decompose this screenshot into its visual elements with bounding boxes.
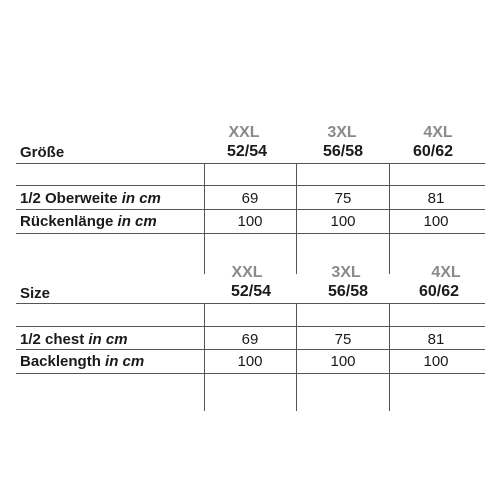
row-label-chest: 1/2 Oberweite in cm xyxy=(20,190,161,207)
row-label-length: Rückenlänge in cm xyxy=(20,213,157,230)
column-divider-3 xyxy=(389,303,390,411)
cell-length-3xl: 100 xyxy=(330,353,356,370)
unit-label: in cm xyxy=(121,190,161,207)
cell-chest-3xl: 75 xyxy=(334,331,352,348)
unit-label: in cm xyxy=(117,213,157,230)
size-number-xxl: 52/54 xyxy=(226,143,268,160)
size-number-xxl: 52/54 xyxy=(230,283,272,300)
column-divider-2 xyxy=(296,163,297,274)
cell-length-4xl: 100 xyxy=(423,353,449,370)
spacer-divider xyxy=(16,326,485,327)
cell-length-4xl: 100 xyxy=(423,213,449,230)
column-divider-1 xyxy=(204,163,205,274)
row-label-length: Backlength in cm xyxy=(20,353,145,370)
column-divider-2 xyxy=(296,303,297,411)
row-label-chest: 1/2 chest in cm xyxy=(20,331,128,348)
bottom-divider xyxy=(16,373,485,374)
cell-chest-4xl: 81 xyxy=(427,190,445,207)
spacer-divider xyxy=(16,185,485,186)
cell-length-xxl: 100 xyxy=(237,353,263,370)
header-divider xyxy=(16,303,485,304)
cell-chest-xxl: 69 xyxy=(241,331,259,348)
cell-chest-3xl: 75 xyxy=(334,190,352,207)
size-name-xxl: XXL xyxy=(228,124,260,141)
header-label: Größe xyxy=(20,144,65,161)
unit-label: in cm xyxy=(105,353,145,370)
bottom-divider xyxy=(16,233,485,234)
size-name-4xl: 4XL xyxy=(431,264,461,281)
size-number-4xl: 60/62 xyxy=(418,283,460,300)
size-name-3xl: 3XL xyxy=(327,124,357,141)
column-divider-1 xyxy=(204,303,205,411)
unit-label: in cm xyxy=(88,331,128,348)
cell-length-xxl: 100 xyxy=(237,213,263,230)
size-number-3xl: 56/58 xyxy=(327,283,369,300)
cell-chest-4xl: 81 xyxy=(427,331,445,348)
cell-length-3xl: 100 xyxy=(330,213,356,230)
header-label: Size xyxy=(20,285,51,302)
size-name-4xl: 4XL xyxy=(423,124,453,141)
row-divider xyxy=(16,209,485,210)
size-number-4xl: 60/62 xyxy=(412,143,454,160)
size-name-xxl: XXL xyxy=(231,264,263,281)
header-divider xyxy=(16,163,485,164)
cell-chest-xxl: 69 xyxy=(241,190,259,207)
column-divider-3 xyxy=(389,163,390,274)
row-divider xyxy=(16,349,485,350)
size-number-3xl: 56/58 xyxy=(322,143,364,160)
size-name-3xl: 3XL xyxy=(331,264,361,281)
